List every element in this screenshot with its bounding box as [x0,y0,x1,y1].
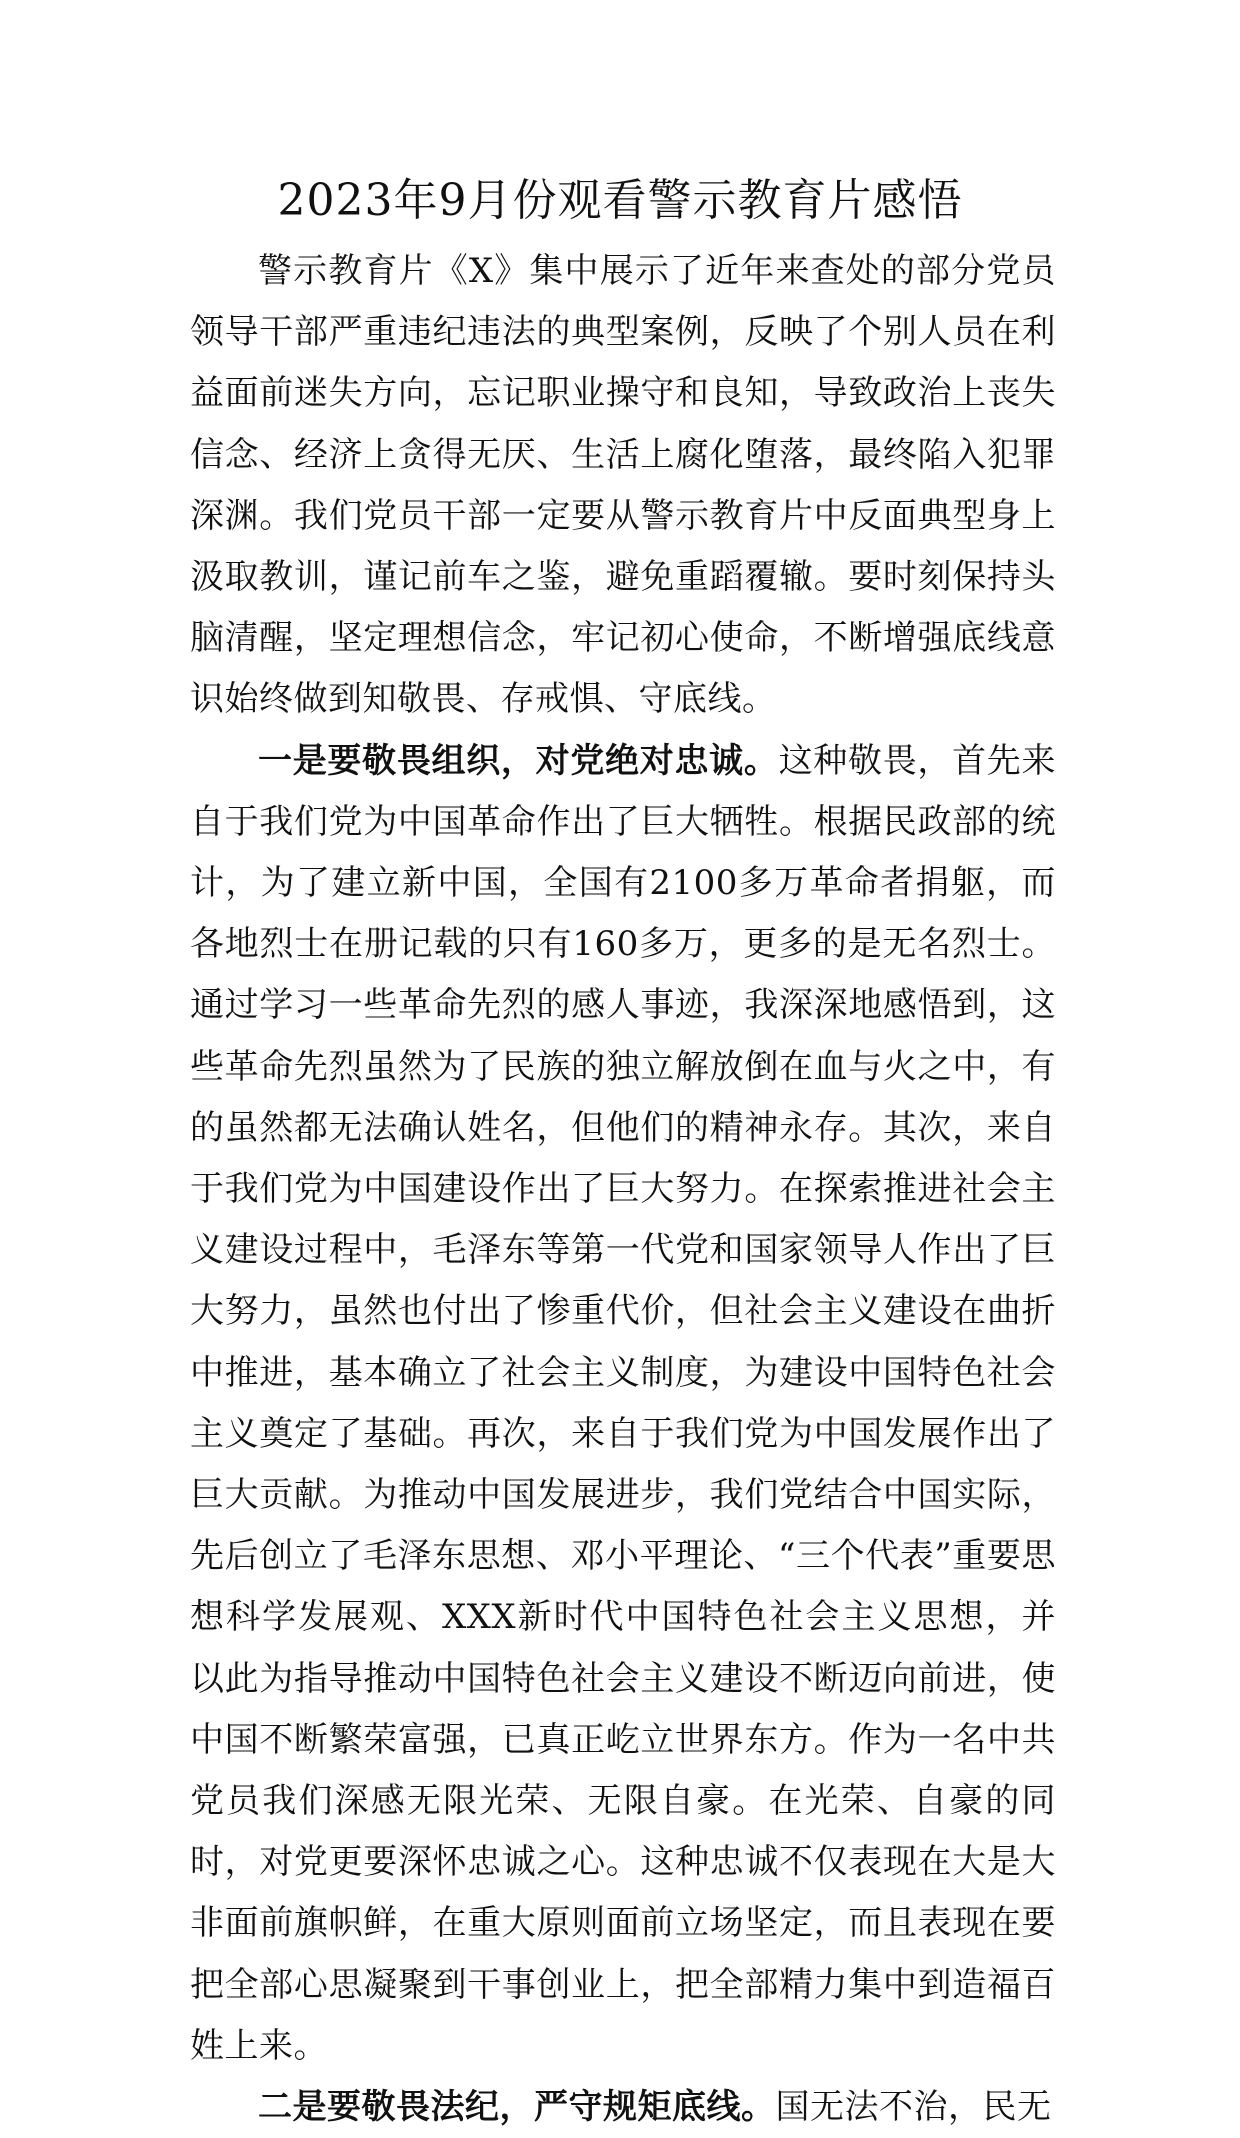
paragraph-text: 这种敬畏，首先来自于我们党为中国革命作出了巨大牺牲。根据民政部的统计，为了建立新中国，全国有2100多万革命者捐躯，而各地烈士在册记载的只有160多万，更多的是无名烈士。通过学习一些革命先烈的感人事迹，我深深地感悟到，这些革命先烈虽然为了民族的独立解放倒在血与火之中，有的虽然都无法确认姓名，但他们的精神永存。其次，来自于我们党为中国建设作出了巨大努力。在探索推进社会主义建设过程中，毛泽东等第一代党和国家领导人作出了巨大努力，虽然也付出了惨重代价，但社会主义建设在曲折中推进，基本确立了社会主义制度，为建设中国特色社会主义奠定了基础。再次，来自于我们党为中国发展作出了巨大贡献。为推动中国发展进步，我们党结合中国实际，先后创立了毛泽东思想、邓小平理论、“三个代表”重要思想科学发展观、XXX新时代中国特色社会主义思想，并以此为指导推动中国特色社会主义建设不断迈向前进，使中国不断繁荣富强，已真正屹立世界东方。作为一名中共党员我们深感无限光荣、无限自豪。在光荣、自豪的同时，对党更要深怀忠诚之心。这种忠诚不仅表现在大是大非面前旗帜鲜，在重大原则面前立场坚定，而且表现在要把全部心思凝聚到干事创业上，把全部精力集中到造福百姓上来。 [190,740,1057,2066]
document-title: 2023年9月份观看警示教育片感悟 [277,175,963,226]
paragraph-text: 国无法不治，民无 [775,2087,1052,2128]
paragraph-intro [190,241,1056,731]
paragraph-lead: 一是要敬畏组织，对党绝对忠诚。 [258,740,779,781]
document-body [190,241,1056,2138]
paragraph-text: 警示教育片《X》集中展示了近年来查处的部分党员领导干部严重违纪违法的典型案例，反映了个别人员在利益面前迷失方向，忘记职业操守和良知，导致政治上丧失信念、经济上贪得无厌、生活上腐化堕落，最终陷入犯罪深渊。我们党员干部一定要从警示教育片中反面典型身上汲取教训，谨记前车之鉴，避免重蹈覆辙。要时刻保持头脑清醒，坚定理想信念，牢记初心使命，不断增强底线意识始终做到知敬畏、存戒惧、守底线。 [190,251,1056,720]
paragraph-respect-organization [190,731,1056,2077]
paragraph-lead: 二是要敬畏法纪，严守规矩底线。 [258,2087,776,2128]
paragraph-respect-law [190,2077,1056,2138]
